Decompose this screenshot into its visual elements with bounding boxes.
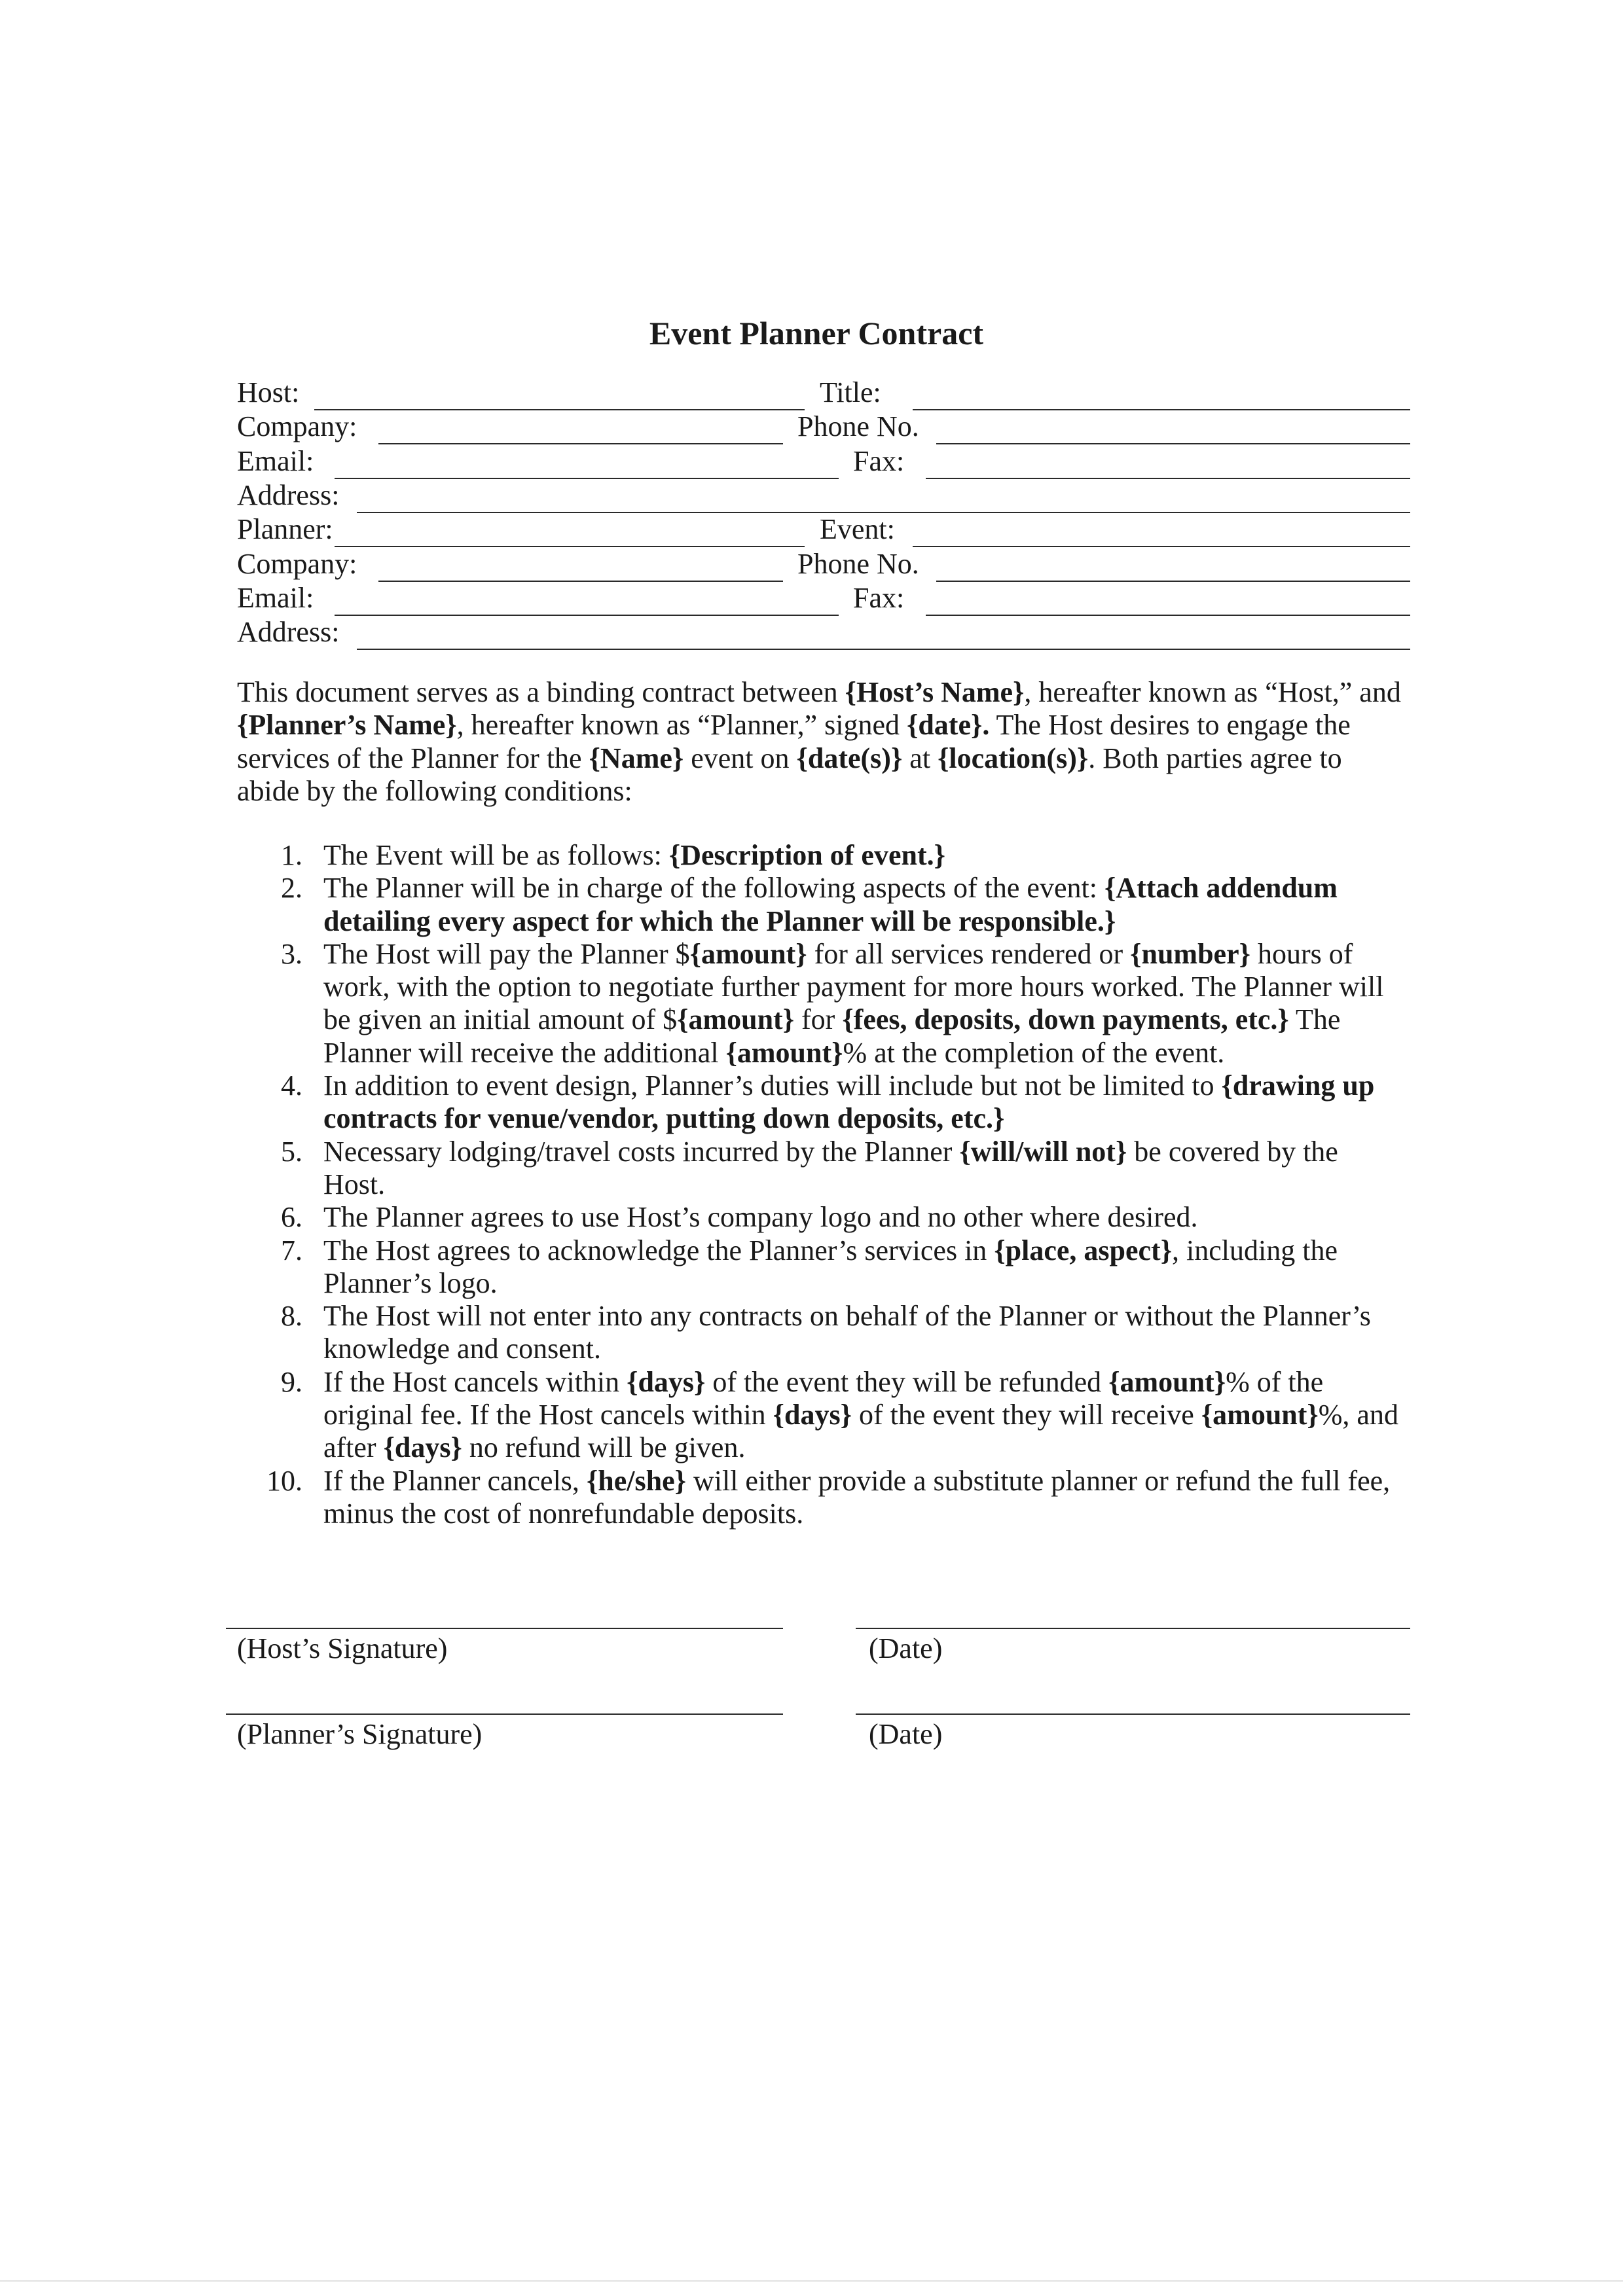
condition-number: 2.	[281, 872, 302, 905]
text-run: In addition to event design, Planner’s duties will include but not be limited to	[323, 1069, 1222, 1102]
condition-line	[323, 1498, 1410, 1530]
planner-address-row	[0, 616, 1623, 650]
placeholder-field: {place, aspect}	[994, 1234, 1173, 1266]
condition-line	[323, 905, 1410, 938]
condition-line	[323, 1234, 1410, 1267]
intro-line	[237, 676, 1410, 709]
condition-number: 6.	[281, 1201, 302, 1234]
condition-line	[323, 1366, 1410, 1399]
address-label: Address:	[237, 479, 340, 511]
condition-text	[323, 938, 1410, 1069]
condition-item	[237, 1234, 1410, 1300]
condition-line	[323, 1102, 1410, 1135]
planner-row	[0, 513, 1623, 547]
event-blank	[913, 546, 1410, 547]
condition-text	[323, 872, 1410, 938]
condition-number: 1.	[281, 839, 302, 871]
address-label: Address:	[237, 616, 340, 648]
text-run: no refund will be given.	[462, 1431, 746, 1464]
planner-signature-label: (Planner’s Signature)	[237, 1718, 483, 1750]
phone-label: Phone No.	[797, 548, 919, 580]
text-run: , hereafter known as “Planner,” signed	[456, 709, 907, 742]
text-run: Necessary lodging/travel costs incurred by the Planner	[323, 1135, 960, 1168]
planner-company-row	[0, 548, 1623, 582]
condition-line	[323, 1201, 1410, 1234]
condition-line	[323, 1069, 1410, 1102]
placeholder-field: {date(s)}	[796, 742, 903, 774]
text-run: This document serves as a binding contract between	[237, 676, 845, 708]
condition-item	[237, 1366, 1410, 1465]
text-run: Planner’s logo.	[323, 1266, 498, 1299]
condition-line	[323, 971, 1410, 1003]
condition-number: 7.	[281, 1234, 302, 1266]
condition-line	[323, 938, 1410, 971]
intro-line	[237, 709, 1410, 742]
placeholder-field: {days}	[383, 1431, 462, 1464]
condition-number: 4.	[281, 1069, 302, 1102]
condition-line	[323, 1267, 1410, 1300]
text-run: , hereafter known as “Host,” and	[1024, 676, 1401, 708]
condition-text	[323, 1136, 1410, 1202]
condition-text	[323, 839, 1410, 872]
placeholder-field: {amount}	[677, 1003, 795, 1036]
condition-number: 9.	[281, 1365, 302, 1398]
placeholder-field: {Description of event.}	[668, 839, 945, 871]
email-label: Email:	[237, 582, 314, 614]
placeholder-field: {Planner’s Name}	[237, 709, 457, 742]
placeholder-field: {drawing up	[1221, 1069, 1375, 1102]
condition-line	[323, 1431, 1410, 1464]
condition-item	[237, 1465, 1410, 1531]
condition-item	[237, 1300, 1410, 1366]
text-run: The Host will not enter into any contracts on behalf of the Planner or without the Planner’s	[323, 1300, 1371, 1333]
text-run: of the event they will be refunded	[705, 1365, 1109, 1398]
phone-label: Phone No.	[797, 410, 919, 442]
page-edge-divider	[0, 2280, 1623, 2282]
title-label: Title:	[820, 376, 881, 408]
placeholder-field: {amount}	[689, 937, 807, 970]
placeholder-field: {days}	[773, 1399, 852, 1431]
text-run: hours of	[1250, 937, 1353, 970]
text-run: at	[902, 742, 938, 774]
condition-text	[323, 1069, 1410, 1136]
host-phone-blank	[936, 443, 1410, 444]
text-run: Host.	[323, 1168, 386, 1200]
planner-label: Planner:	[237, 513, 333, 545]
planner-date-label: (Date)	[869, 1718, 943, 1750]
intro-line	[237, 775, 1410, 808]
text-run: original fee. If the Host cancels within	[323, 1399, 773, 1431]
placeholder-field: contracts for venue/vendor, putting down deposits, etc.}	[323, 1102, 1005, 1135]
text-run: event on	[684, 742, 797, 774]
placeholder-field: {amount}	[725, 1036, 843, 1069]
placeholder-field: {number}	[1130, 937, 1250, 970]
placeholder-field: {location(s)}	[938, 742, 1089, 774]
placeholder-field: {amount}	[1201, 1399, 1319, 1431]
text-run: abide by the following conditions:	[237, 774, 632, 807]
condition-item	[237, 1201, 1410, 1234]
condition-item	[237, 872, 1410, 938]
text-run: The Event will be as follows:	[323, 839, 669, 871]
event-label: Event:	[820, 513, 895, 545]
condition-line	[323, 1136, 1410, 1168]
condition-line	[323, 872, 1410, 905]
document-title: Event Planner Contract	[649, 315, 984, 351]
text-run: The Host agrees to acknowledge the Planner’s services in	[323, 1234, 994, 1266]
condition-text	[323, 1366, 1410, 1465]
condition-number: 3.	[281, 937, 302, 970]
text-run: minus the cost of nonrefundable deposits.	[323, 1497, 804, 1530]
placeholder-field: {Name}	[589, 742, 684, 774]
conditions-list	[237, 839, 1410, 1530]
planner-signature-line	[226, 1713, 783, 1715]
text-run: knowledge and consent.	[323, 1333, 601, 1365]
text-run: of the event they will receive	[851, 1399, 1201, 1431]
host-address-row	[0, 479, 1623, 513]
planner-date-line	[856, 1713, 1410, 1715]
placeholder-field: {days}	[627, 1365, 706, 1398]
text-run: % at the completion of the event.	[843, 1036, 1225, 1069]
text-run: If the Planner cancels,	[323, 1464, 587, 1497]
condition-text	[323, 1300, 1410, 1366]
planner-name-blank	[335, 546, 805, 547]
text-run: for	[794, 1003, 843, 1036]
text-run: The	[1288, 1003, 1341, 1036]
host-company-blank	[378, 443, 783, 444]
intro-line	[237, 742, 1410, 775]
fax-label: Fax:	[853, 582, 905, 614]
condition-item	[237, 1069, 1410, 1136]
condition-item	[237, 1136, 1410, 1202]
text-run: will either provide a substitute planner or refund the full fee,	[685, 1464, 1391, 1497]
fax-label: Fax:	[853, 445, 905, 477]
condition-text	[323, 1465, 1410, 1531]
planner-address-blank	[357, 649, 1410, 650]
text-run: The Host will pay the Planner $	[323, 937, 690, 970]
text-run: work, with the option to negotiate further payment for more hours worked. The Planner will	[323, 971, 1384, 1003]
condition-item	[237, 839, 1410, 872]
text-run: for all services rendered or	[807, 937, 1131, 970]
text-run: be given an initial amount of $	[323, 1003, 678, 1036]
placeholder-field: detailing every aspect for which the Planner will be responsible.}	[323, 905, 1116, 937]
host-date-label: (Date)	[869, 1632, 943, 1664]
condition-number: 5.	[281, 1135, 302, 1168]
host-label: Host:	[237, 376, 300, 408]
placeholder-field: {he/she}	[586, 1464, 686, 1497]
condition-line	[323, 1399, 1410, 1431]
placeholder-field: {fees, deposits, down payments, etc.}	[842, 1003, 1289, 1036]
text-run: % of the	[1226, 1365, 1324, 1398]
condition-item	[237, 938, 1410, 1069]
company-label: Company:	[237, 548, 357, 580]
placeholder-field: {date}.	[906, 709, 990, 742]
text-run: . Both parties agree to	[1088, 742, 1342, 774]
condition-text	[323, 1201, 1410, 1234]
placeholder-field: {Attach addendum	[1104, 872, 1338, 905]
company-label: Company:	[237, 410, 357, 442]
text-run: be covered by the	[1127, 1135, 1338, 1168]
text-run: after	[323, 1431, 384, 1464]
placeholder-field: {will/will not}	[959, 1135, 1127, 1168]
condition-text	[323, 1234, 1410, 1300]
condition-number: 10.	[266, 1464, 302, 1497]
host-date-line	[856, 1628, 1410, 1629]
condition-line	[323, 1465, 1410, 1498]
condition-line	[323, 1300, 1410, 1333]
text-run: , including the	[1172, 1234, 1338, 1266]
text-run: The Host desires to engage the	[989, 709, 1351, 742]
placeholder-field: {amount}	[1108, 1365, 1226, 1398]
condition-line	[323, 839, 1410, 872]
text-run: The Planner agrees to use Host’s company logo and no other where desired.	[323, 1201, 1198, 1234]
placeholder-field: {Host’s Name}	[845, 676, 1025, 708]
host-signature-label: (Host’s Signature)	[237, 1632, 448, 1664]
text-run: %, and	[1318, 1399, 1398, 1431]
host-signature-line	[226, 1628, 783, 1629]
host-email-row	[0, 445, 1623, 479]
intro-paragraph	[237, 676, 1410, 808]
condition-line	[323, 1037, 1410, 1069]
text-run: services of the Planner for the	[237, 742, 589, 774]
email-label: Email:	[237, 445, 314, 477]
host-row	[0, 376, 1623, 410]
planner-email-row	[0, 582, 1623, 616]
host-company-row	[0, 410, 1623, 444]
condition-line	[323, 1333, 1410, 1365]
text-run: If the Host cancels within	[323, 1365, 627, 1398]
condition-line	[323, 1168, 1410, 1201]
text-run: The Planner will be in charge of the following aspects of the event:	[323, 872, 1104, 905]
condition-line	[323, 1003, 1410, 1036]
text-run: Planner will receive the additional	[323, 1036, 726, 1069]
condition-number: 8.	[281, 1300, 302, 1333]
